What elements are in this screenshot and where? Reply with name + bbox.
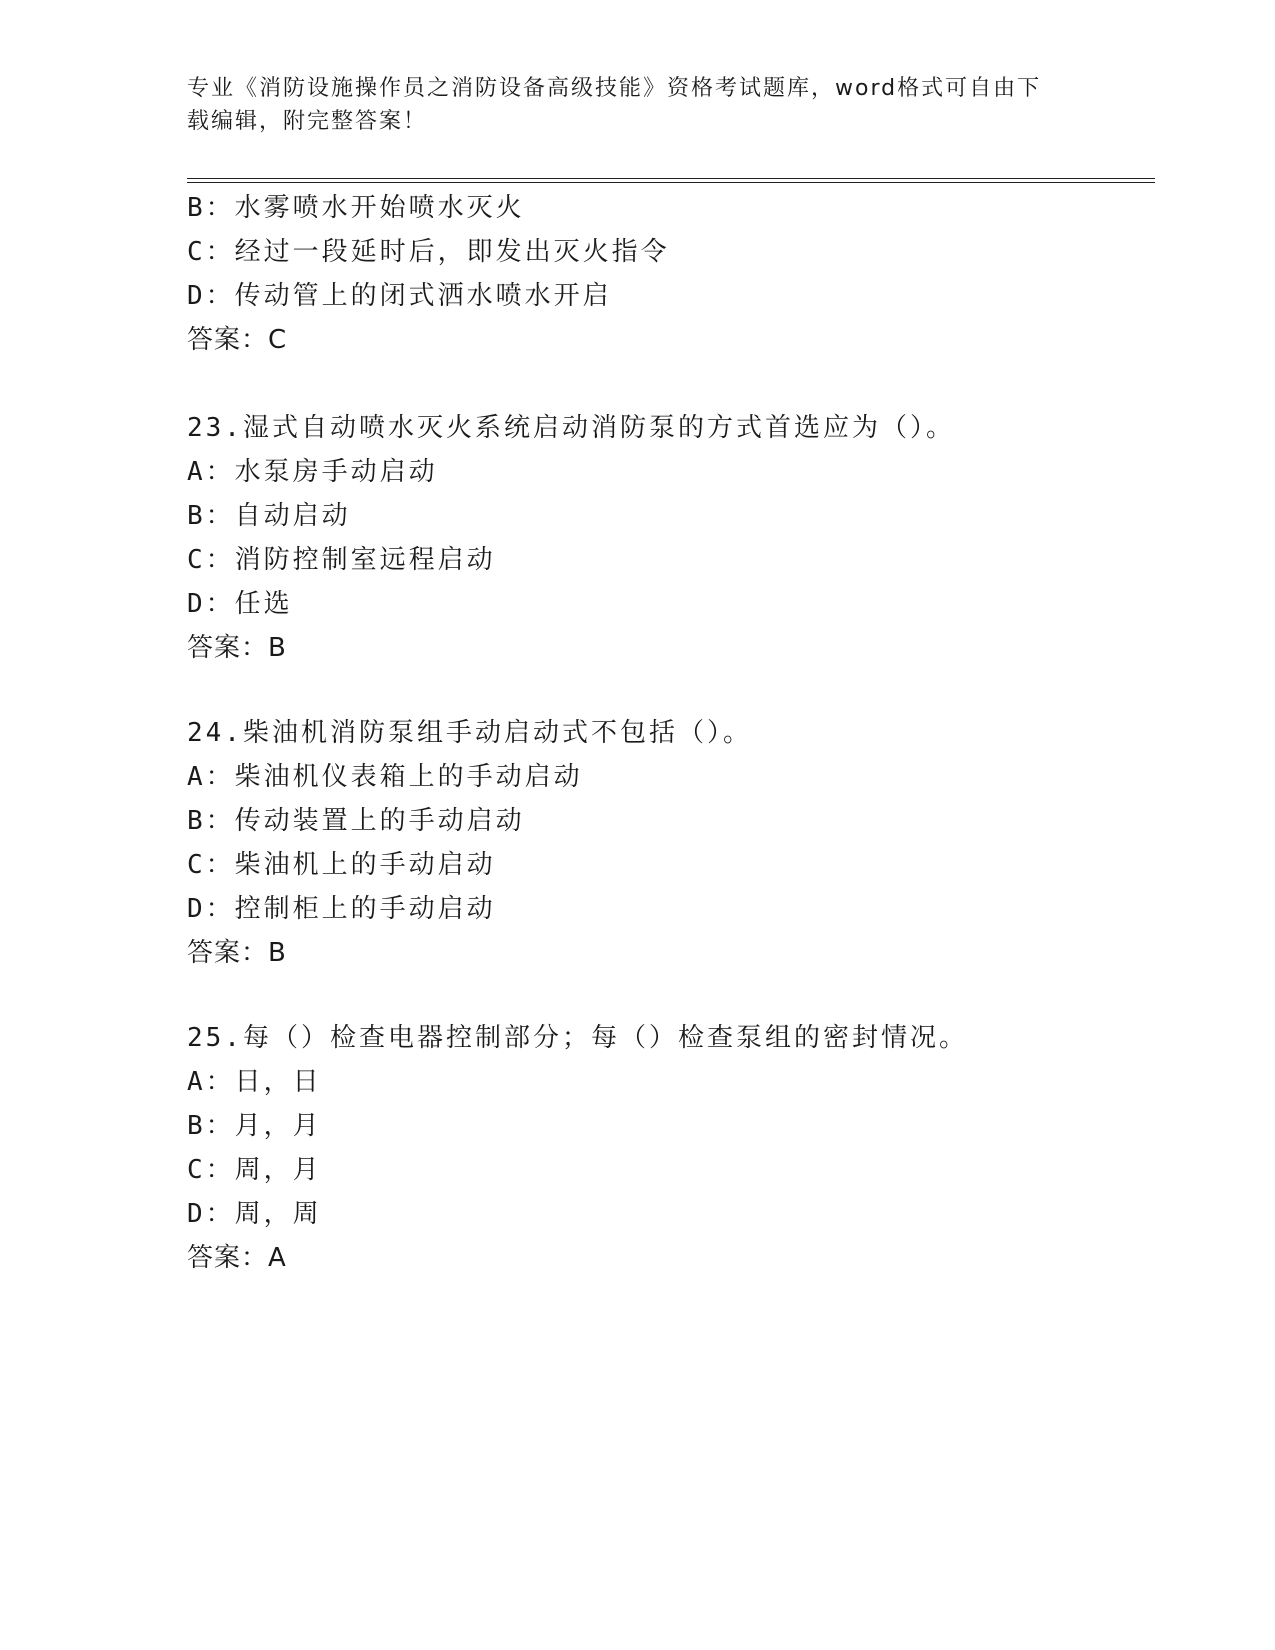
q25-question: 25.每（）检查电器控制部分；每（）检查泵组的密封情况。 <box>187 1023 968 1053</box>
q25-option-d: D：周，周 <box>187 1199 322 1229</box>
header-divider <box>187 178 1155 183</box>
q25-answer: 答案：A <box>187 1243 287 1273</box>
header-line-2: 载编辑，附完整答案！ <box>187 109 428 134</box>
q24-option-c: C：柴油机上的手动启动 <box>187 850 496 880</box>
q24-answer: 答案：B <box>187 938 287 968</box>
q23-option-b: B：自动启动 <box>187 501 351 531</box>
q23-option-d: D：任选 <box>187 589 293 619</box>
q25-option-a: A：日，日 <box>187 1067 322 1097</box>
q23-question: 23.湿式自动喷水灭火系统启动消防泵的方式首选应为（）。 <box>187 413 955 443</box>
q24-question: 24.柴油机消防泵组手动启动式不包括（）。 <box>187 718 752 748</box>
q22-option-c: C：经过一段延时后，即发出灭火指令 <box>187 237 670 267</box>
header-line-1: 专业《消防设施操作员之消防设备高级技能》资格考试题库，word格式可自由下 <box>187 76 1042 101</box>
q23-option-c: C：消防控制室远程启动 <box>187 545 496 575</box>
q22-option-b: B：水雾喷水开始喷水灭火 <box>187 193 525 223</box>
q23-option-a: A：水泵房手动启动 <box>187 457 438 487</box>
q22-option-d: D：传动管上的闭式洒水喷水开启 <box>187 281 612 311</box>
q24-option-a: A：柴油机仪表箱上的手动启动 <box>187 762 583 792</box>
q24-option-d: D：控制柜上的手动启动 <box>187 894 496 924</box>
q24-option-b: B：传动装置上的手动启动 <box>187 806 525 836</box>
document-header <box>187 72 1087 138</box>
q22-answer: 答案：C <box>187 325 288 355</box>
q25-option-b: B：月，月 <box>187 1111 322 1141</box>
q23-answer: 答案：B <box>187 633 287 663</box>
q25-option-c: C：周，月 <box>187 1155 322 1185</box>
